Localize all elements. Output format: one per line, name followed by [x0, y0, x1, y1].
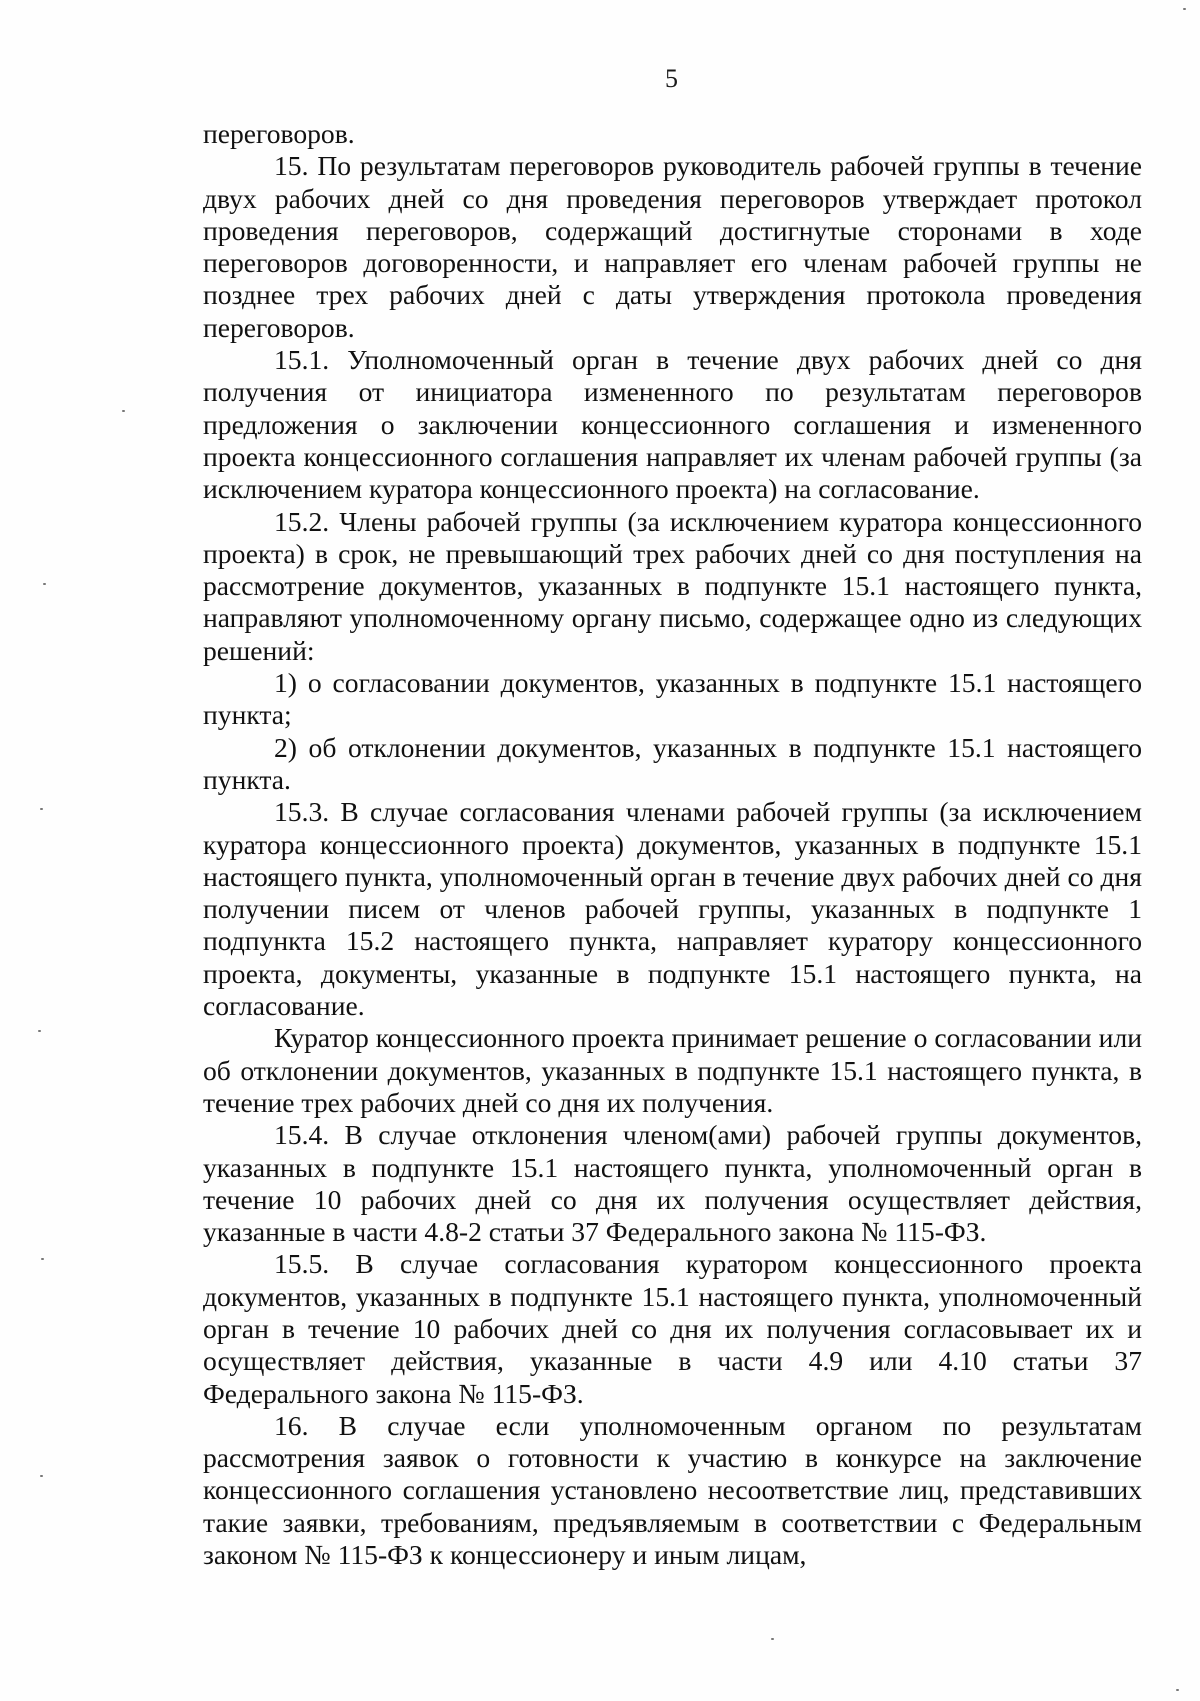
page-number: 5 [665, 64, 678, 93]
paragraph-15-2-item-2: 2) об отклонении документов, указанных в подпункте 15.1 настоящего пункта. [203, 731, 1142, 795]
paragraph-continuation: переговоров. [203, 118, 355, 149]
paragraph-16: 16. В случае если уполномоченным органом по результатам рассмотрения заявок о готовности к участию в конкурсе на заключение концессионного соглашения установлено несоответствие лиц, представивших такие заявки, требованиям, предъявляемым в соответствии с Федеральным законом № 115-ФЗ к концессионеру и иным лицам, [203, 1409, 1142, 1571]
scan-speck [122, 410, 125, 412]
document-text [203, 118, 1142, 1571]
paragraph-15: 15. По результатам переговоров руководитель рабочей группы в течение двух рабочих дней со дня проведения переговоров утверждает протокол проведения переговоров, содержащий достигнутые сторонами в ходе переговоров договоренности, и направляет его членам рабочей группы не позднее трех рабочих дней с даты утверждения протокола проведения переговоров. [203, 150, 1142, 343]
paragraph-15-2-item-1: 1) о согласовании документов, указанных в подпункте 15.1 настоящего пункта; [203, 667, 1142, 731]
paragraph-15-3: 15.3. В случае согласования членами рабочей группы (за исключением куратора концессионного проекта) документов, указанных в подпункте 15.1 настоящего пункта, уполномоченный орган в течение двух рабочих дней со дня получении писем от членов рабочей группы, указанных в подпункте 1 подпункта 15.2 настоящего пункта, направляет куратору концессионного проекта, документы, указанные в подпункте 15.1 настоящего пункта, на согласование. [203, 796, 1142, 1022]
scan-speck [43, 583, 46, 585]
scan-speck [40, 1475, 43, 1477]
scan-speck [1176, 1689, 1179, 1691]
scan-speck [38, 1030, 41, 1032]
paragraph-15-4: 15.4. В случае отклонения членом(ами) рабочей группы документов, указанных в подпункте 15.1 настоящего пункта, уполномоченный орган в течение 10 рабочих дней со дня их получения осуществляет действия, указанные в части 4.8-2 статьи 37 Федерального закона № 115-ФЗ. [203, 1119, 1142, 1248]
paragraph-15-1: 15.1. Уполномоченный орган в течение двух рабочих дней со дня получения от инициатора измененного по результатам переговоров предложения о заключении концессионного соглашения и измененного проекта концессионного соглашения направляет их членам рабочей группы (за исключением куратора концессионного проекта) на согласование. [203, 344, 1142, 505]
scan-speck [771, 1638, 774, 1640]
paragraph-15-2: 15.2. Члены рабочей группы (за исключением куратора концессионного проекта) в срок, не превышающий трех рабочих дней со дня поступления на рассмотрение документов, указанных в подпункте 15.1 настоящего пункта, направляют уполномоченному органу письмо, содержащее одно из следующих решений: [203, 505, 1142, 666]
scan-speck [1183, 8, 1186, 10]
paragraph-15-5: 15.5. В случае согласования куратором концессионного проекта документов, указанных в подпункте 15.1 настоящего пункта, уполномоченный орган в течение 10 рабочих дней со дня их получения согласовывает их и осуществляет действия, указанные в части 4.9 или 4.10 статьи 37 Федерального закона № 115-ФЗ. [203, 1248, 1142, 1409]
scan-speck [41, 1258, 44, 1260]
scan-speck [40, 808, 43, 810]
paragraph-15-3-curator: Куратор концессионного проекта принимает решение о согласовании или об отклонении документов, указанных в подпункте 15.1 настоящего пункта, в течение трех рабочих дней со дня их получения. [203, 1022, 1142, 1118]
